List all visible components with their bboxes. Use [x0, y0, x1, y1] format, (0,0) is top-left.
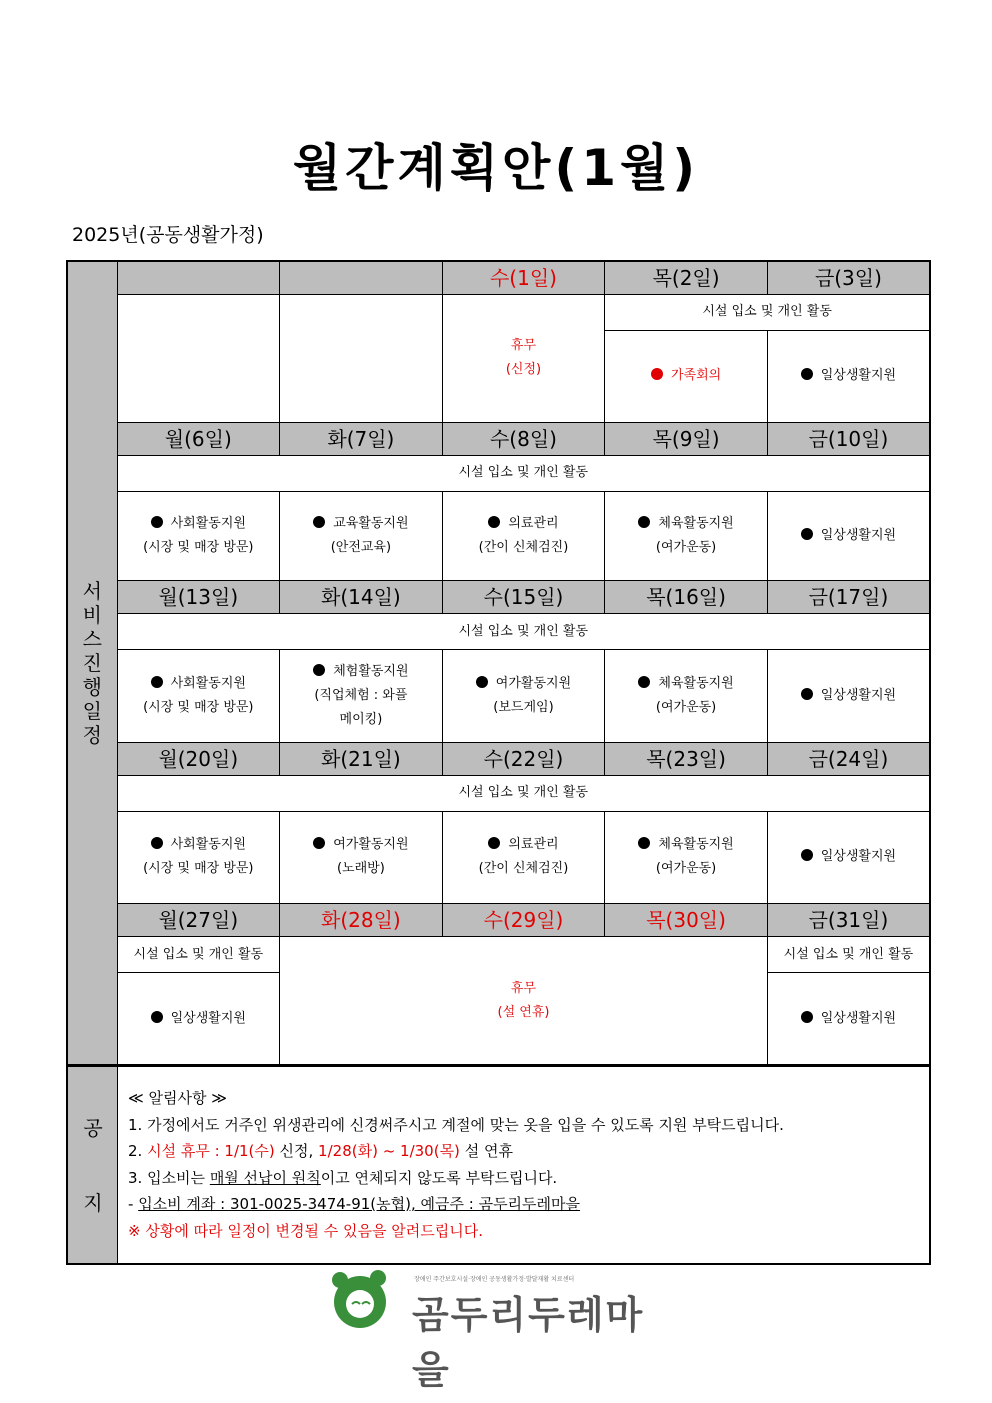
facility-activity: 시설 입소 및 개인 활동 [117, 614, 930, 650]
facility-activity: 시설 입소 및 개인 활동 [117, 937, 280, 973]
activity-cell: 의료관리 (간이 신체검진) [442, 811, 605, 903]
page-subtitle: 2025년(공동생활가정) [72, 224, 264, 246]
day-header: 화(7일) [280, 422, 443, 455]
bullet-icon [151, 1011, 163, 1023]
schedule-table [66, 260, 931, 1066]
activity-cell: 일상생활지원 [117, 973, 280, 1065]
notice-warning: ※ 상황에 따라 일정이 변경될 수 있음을 알려드립니다. [128, 1221, 484, 1240]
activity-cell: 일상생활지원 [767, 330, 930, 422]
day-header: 금(3일) [767, 261, 930, 294]
facility-activity: 시설 입소 및 개인 활동 [117, 455, 930, 491]
activity-cell: 여가활동지원 (노래방) [280, 811, 443, 903]
bullet-icon [638, 676, 650, 688]
day-header: 월(20일) [117, 742, 280, 775]
bullet-icon [638, 516, 650, 528]
facility-activity: 시설 입소 및 개인 활동 [605, 294, 930, 330]
bullet-icon [801, 528, 813, 540]
bullet-icon [488, 837, 500, 849]
day-header [117, 261, 280, 294]
bullet-icon [801, 1011, 813, 1023]
day-header: 목(16일) [605, 581, 768, 614]
day-header: 금(10일) [767, 422, 930, 455]
day-header: 목(9일) [605, 422, 768, 455]
day-header: 화(14일) [280, 581, 443, 614]
day-header: 금(31일) [767, 904, 930, 937]
page-title: 월간계획안(1월) [292, 139, 700, 197]
bullet-icon [151, 676, 163, 688]
week1-header [67, 261, 930, 294]
day-header: 월(13일) [117, 581, 280, 614]
bullet-icon [801, 688, 813, 700]
bullet-icon [313, 516, 325, 528]
notice-section [66, 1066, 931, 1265]
logo-subtitle: 장애인 주간보호시설·장애인 공동생활가정·발달재활 치료센터 [414, 1276, 575, 1283]
activity-cell: 여가활동지원 (보드게임) [442, 650, 605, 742]
activity-cell: 가족회의 [605, 330, 768, 422]
bullet-icon [476, 676, 488, 688]
day-header: 목(23일) [605, 742, 768, 775]
notice-line: - 입소비 계좌 : 301-0025-3474-91(농협), 예금주 : 곰두리두레마을 [128, 1195, 581, 1213]
activity-cell: 체육활동지원 (여가운동) [605, 650, 768, 742]
activity-cell: 사회활동지원 (시장 및 매장 방문) [117, 492, 280, 581]
day-header: 화(28일) [280, 904, 443, 937]
day-header: 화(21일) [280, 742, 443, 775]
activity-cell: 일상생활지원 [767, 492, 930, 581]
activity-cell: 의료관리 (간이 신체검진) [442, 492, 605, 581]
side-label: 서 비 스 진 행 일 정 [67, 261, 117, 1065]
day-header: 수(29일) [442, 904, 605, 937]
holiday-cell: 휴무 (설 연휴) [280, 937, 768, 1065]
day-header: 수(15일) [442, 581, 605, 614]
bullet-icon [488, 516, 500, 528]
activity-cell: 일상생활지원 [767, 650, 930, 742]
day-header: 금(17일) [767, 581, 930, 614]
activity-cell: 일상생활지원 [767, 811, 930, 903]
notice-side-label: 공 지 [68, 1067, 118, 1263]
logo-name: 곰두리두레마을 [412, 1293, 645, 1392]
bullet-icon [651, 368, 663, 380]
bullet-icon [151, 516, 163, 528]
activity-cell: 체육활동지원 (여가운동) [605, 811, 768, 903]
bullet-icon [313, 664, 325, 676]
activity-cell: 체육활동지원 (여가운동) [605, 492, 768, 581]
organization-logo [322, 1270, 672, 1392]
bullet-icon [801, 849, 813, 861]
facility-activity: 시설 입소 및 개인 활동 [767, 937, 930, 973]
empty-cell [280, 294, 443, 422]
bullet-icon [151, 837, 163, 849]
empty-cell [117, 294, 280, 422]
day-header: 월(6일) [117, 422, 280, 455]
bullet-icon [801, 368, 813, 380]
bear-logo-icon [322, 1270, 408, 1330]
activity-cell: 사회활동지원 (시장 및 매장 방문) [117, 650, 280, 742]
day-header: 수(1일) [442, 261, 605, 294]
activity-cell: 교육활동지원 (안전교육) [280, 492, 443, 581]
notice-line: 3. 입소비는 매월 선납이 원칙이고 연체되지 않도록 부탁드립니다. [128, 1168, 558, 1187]
day-header: 수(22일) [442, 742, 605, 775]
day-header: 금(24일) [767, 742, 930, 775]
activity-cell: 체험활동지원 (직업체험 : 와플 메이킹) [280, 650, 443, 742]
facility-activity: 시설 입소 및 개인 활동 [117, 775, 930, 811]
activity-cell: 사회활동지원 (시장 및 매장 방문) [117, 811, 280, 903]
day-header: 목(30일) [605, 904, 768, 937]
notice-heading: ≪ 알림사항 ≫ [128, 1089, 227, 1107]
day-header: 목(2일) [605, 261, 768, 294]
day-header [280, 261, 443, 294]
notice-line: 1. 가정에서도 거주인 위생관리에 신경써주시고 계절에 맞는 옷을 입을 수 있도록 지원 부탁드립니다. [128, 1115, 784, 1134]
bullet-icon [638, 837, 650, 849]
bullet-icon [313, 837, 325, 849]
activity-cell: 일상생활지원 [767, 973, 930, 1065]
notice-body [128, 1085, 919, 1244]
notice-line: 2. 시설 휴무 : 1/1(수) 신정, 1/28(화) ~ 1/30(목) 설 연휴 [128, 1142, 513, 1160]
holiday-cell: 휴무 (신정) [442, 294, 605, 422]
day-header: 수(8일) [442, 422, 605, 455]
day-header: 월(27일) [117, 904, 280, 937]
